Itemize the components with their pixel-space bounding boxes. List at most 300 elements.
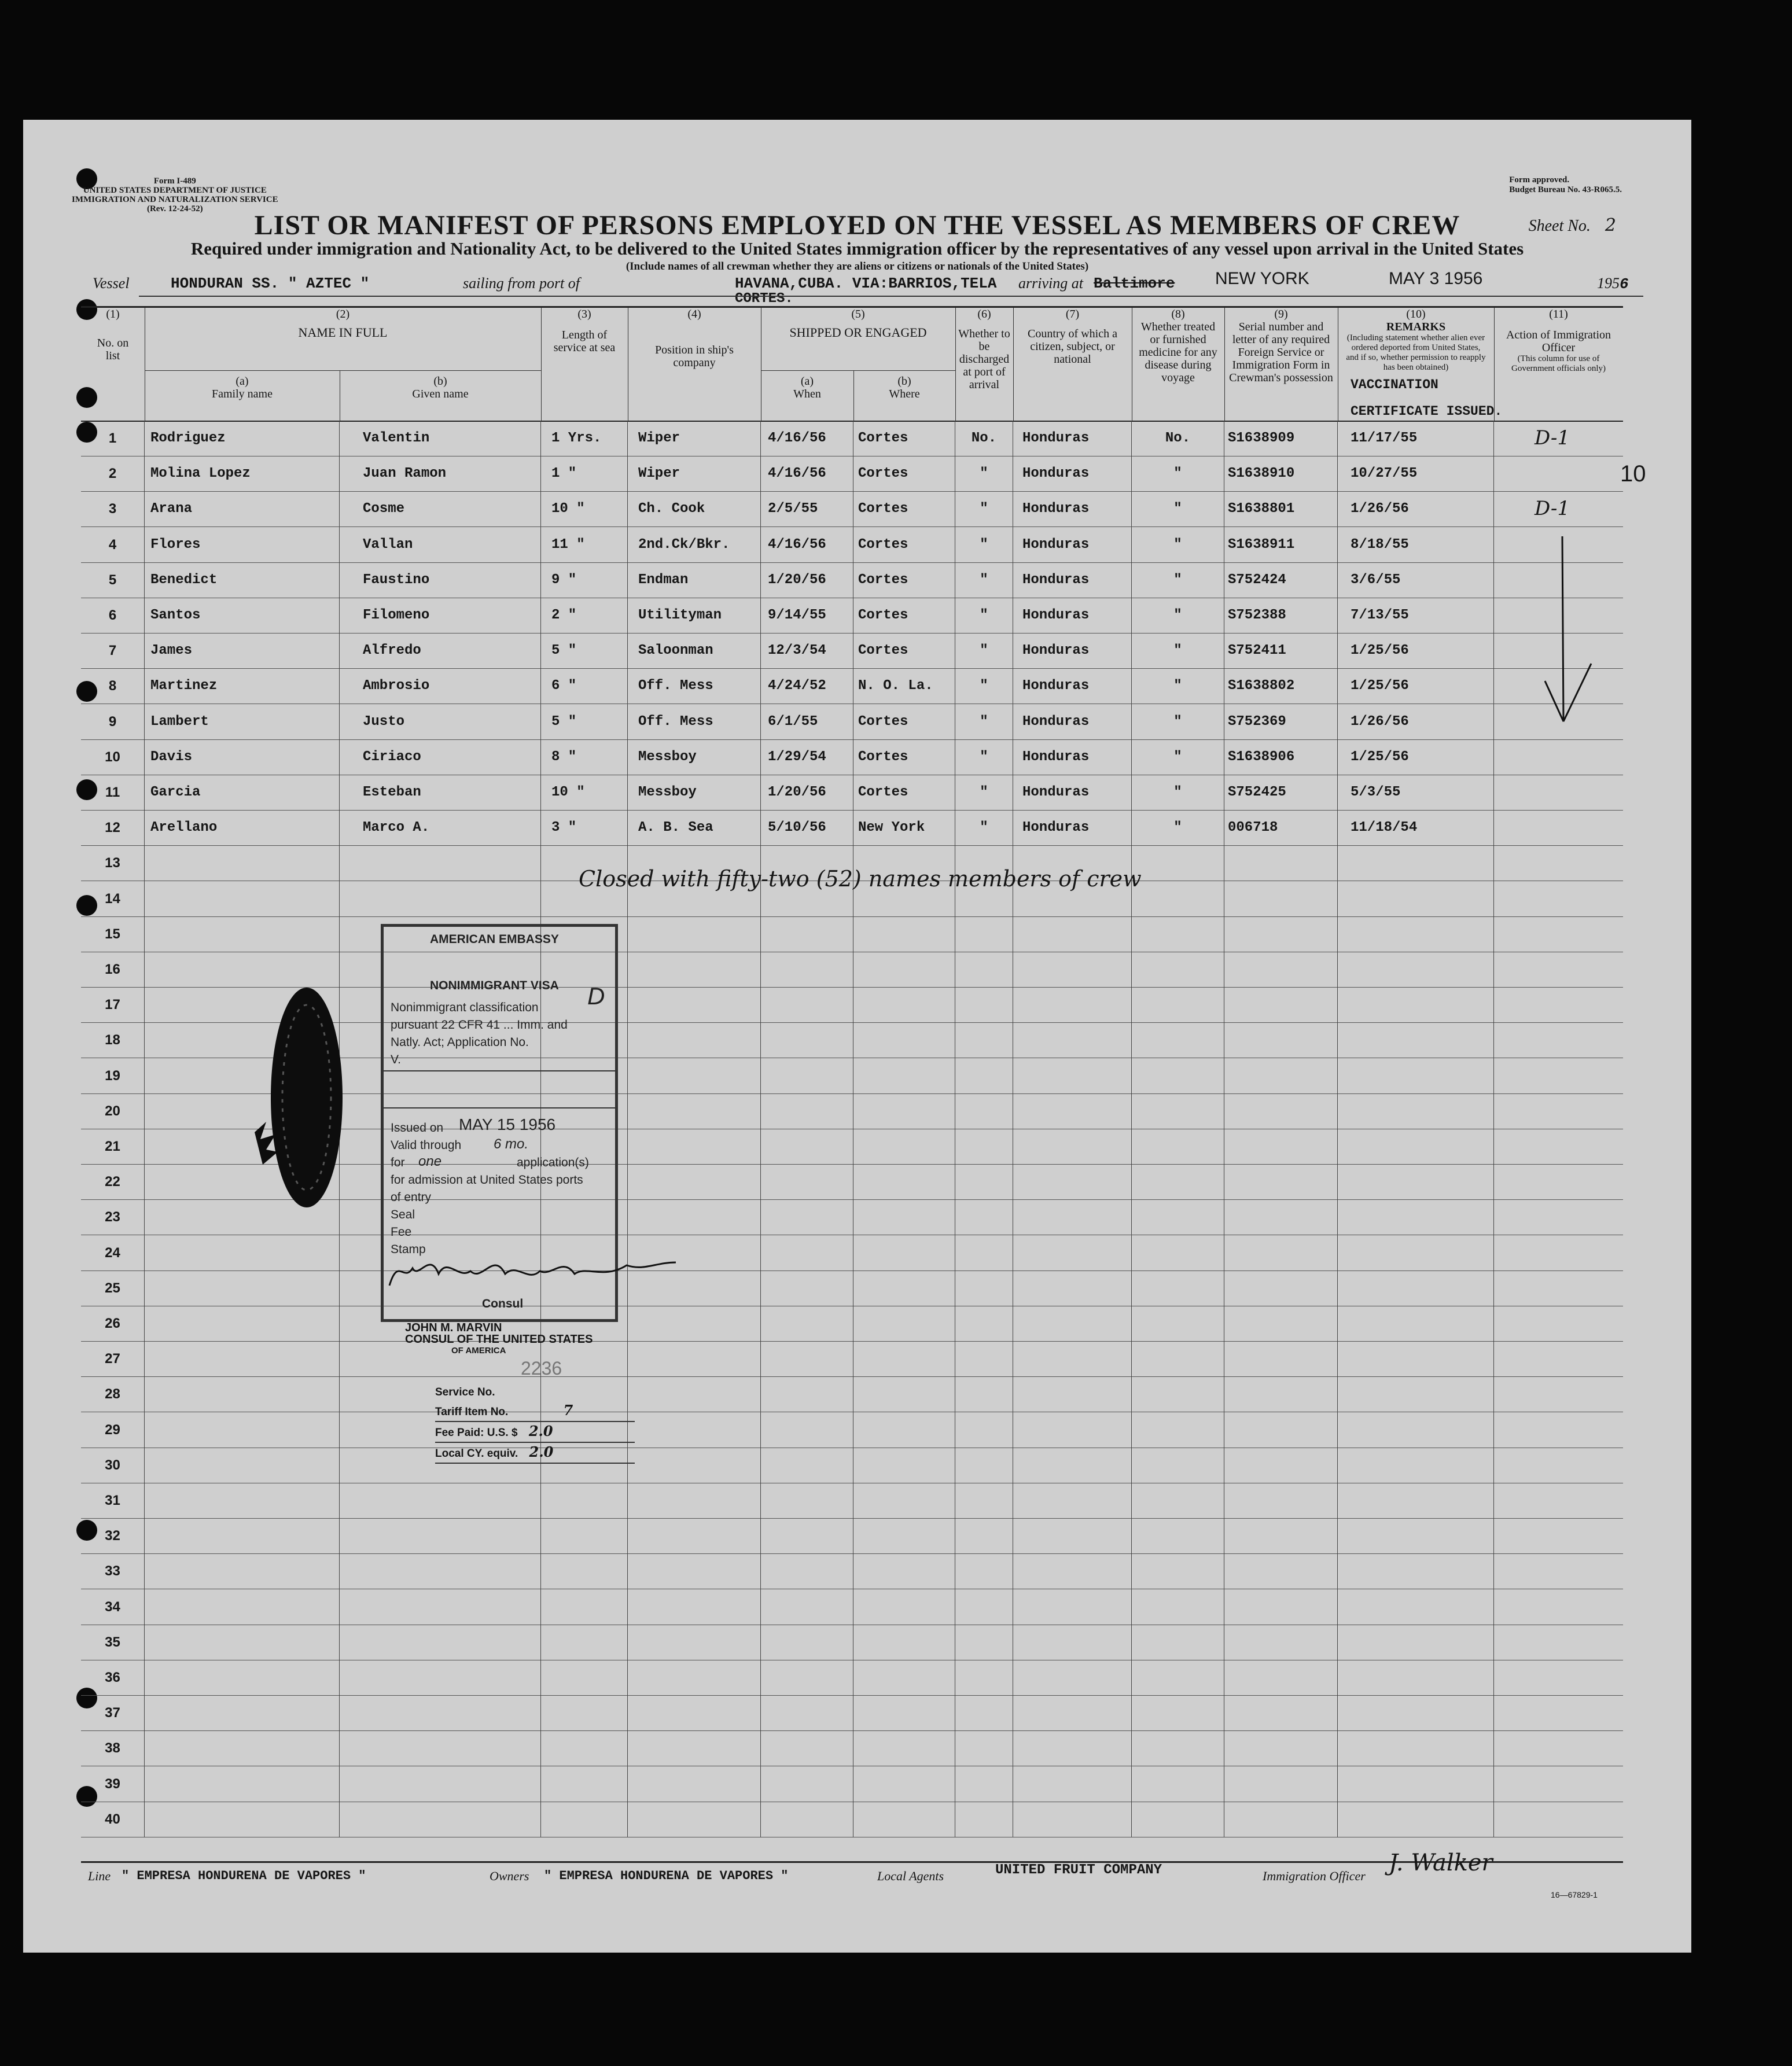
- manifest-sheet: [23, 120, 1691, 1953]
- stamp-issued-label: Issued on: [391, 1121, 444, 1135]
- table-header: [81, 306, 1623, 422]
- cell-family: [145, 1448, 340, 1483]
- consul-block: [405, 1322, 593, 1357]
- cell-service: 5 ": [541, 633, 628, 668]
- cell-treated: [1132, 1199, 1224, 1235]
- col-title: Serial number and letter of any required Foreign Service or Immigration Form in Crewman's possession: [1229, 321, 1333, 384]
- cell-remarks: 1/25/56: [1338, 739, 1494, 775]
- cell-country: [1013, 952, 1132, 987]
- table-row: [81, 704, 1623, 740]
- cell-remarks: [1338, 1199, 1494, 1235]
- cell-action: [1494, 916, 1623, 952]
- cell-treated: [1132, 881, 1224, 916]
- cell-no: 3: [81, 491, 145, 526]
- cell-action: [1494, 1448, 1623, 1483]
- cell-service: 1 Yrs.: [541, 421, 628, 456]
- cell-remarks: [1338, 1164, 1494, 1199]
- cell-no: 15: [81, 916, 145, 952]
- cell-country: [1013, 1235, 1132, 1270]
- cell-position: [628, 1766, 761, 1802]
- stamp-for-label: for: [391, 1156, 405, 1169]
- cell-action: [1494, 1802, 1623, 1837]
- cell-country: [1013, 916, 1132, 952]
- cell-discharged: [955, 1306, 1013, 1341]
- stamp-classification-value: D: [587, 982, 605, 1010]
- cell-when: [761, 1625, 853, 1660]
- cell-remarks: 1/26/56: [1338, 704, 1494, 739]
- cell-given: [340, 881, 541, 916]
- cell-given: Ambrosio: [340, 668, 541, 704]
- officer-label: Immigration Officer: [1263, 1869, 1366, 1883]
- cell-where: [853, 1306, 955, 1341]
- budget-approval: [1509, 175, 1622, 195]
- col-number: (3): [577, 308, 591, 321]
- cell-when: [761, 1483, 853, 1518]
- line-value: " EMPRESA HONDURENA DE VAPORES ": [122, 1869, 366, 1883]
- cell-when: [761, 916, 853, 952]
- cell-no: 8: [81, 668, 145, 704]
- cell-action: D-1: [1535, 497, 1570, 521]
- cell-position: Wiper: [628, 421, 761, 456]
- cell-when: 5/10/56: [761, 810, 853, 845]
- cell-family: [145, 1695, 340, 1730]
- stamp-visa-type: NONIMMIGRANT VISA: [430, 979, 559, 992]
- cell-discharged: [955, 1483, 1013, 1518]
- cell-family: [145, 1802, 340, 1837]
- col-number: (4): [687, 308, 701, 321]
- stamp-seal: Seal: [391, 1208, 415, 1221]
- cell-service: [541, 1660, 628, 1695]
- cell-no: 28: [81, 1376, 145, 1412]
- cell-discharged: [955, 1695, 1013, 1730]
- cell-position: [628, 1341, 761, 1376]
- cell-no: 40: [81, 1802, 145, 1837]
- cell-when: [761, 952, 853, 987]
- vessel-label: Vessel: [93, 275, 130, 292]
- table-row: [81, 1660, 1623, 1696]
- cell-discharged: [955, 952, 1013, 987]
- cell-given: [340, 1589, 541, 1625]
- cell-discharged: [955, 1129, 1013, 1164]
- cell-position: [628, 1553, 761, 1589]
- cell-position: [628, 1802, 761, 1837]
- cell-country: [1013, 1270, 1132, 1306]
- cell-country: [1013, 1093, 1132, 1129]
- cell-country: [1013, 1802, 1132, 1837]
- cell-position: [628, 1199, 761, 1235]
- cell-treated: [1132, 1022, 1224, 1058]
- cell-family: [145, 1483, 340, 1518]
- cell-discharged: [955, 1093, 1013, 1129]
- col-number: (6): [977, 308, 991, 321]
- cell-no: 13: [81, 845, 145, 881]
- col-10-header: [1338, 308, 1503, 421]
- cell-no: 26: [81, 1306, 145, 1341]
- cell-family: [145, 1660, 340, 1695]
- cell-no: 14: [81, 881, 145, 916]
- cell-no: 25: [81, 1270, 145, 1306]
- cell-action: [1494, 1199, 1623, 1235]
- cell-service: 9 ": [541, 562, 628, 598]
- cell-treated: [1132, 1802, 1224, 1837]
- tariff-label: Tariff Item No.: [435, 1406, 509, 1418]
- cell-treated: ": [1132, 527, 1224, 562]
- cell-remarks: 7/13/55: [1338, 598, 1494, 633]
- cell-no: 22: [81, 1164, 145, 1199]
- fee-block: [435, 1383, 635, 1464]
- cell-no: 31: [81, 1483, 145, 1518]
- cell-position: Utilityman: [628, 598, 761, 633]
- cell-family: Arana: [145, 491, 340, 526]
- table-row: [81, 1270, 1623, 1306]
- cell-position: [628, 1376, 761, 1412]
- cell-treated: No.: [1132, 421, 1224, 456]
- cell-where: [853, 1235, 955, 1270]
- cell-no: 33: [81, 1553, 145, 1589]
- cell-serial: [1224, 952, 1338, 987]
- port-value-2: CORTES.: [735, 291, 793, 307]
- cell-service: 8 ": [541, 739, 628, 775]
- cell-action: [1494, 810, 1623, 845]
- cell-discharged: [955, 1660, 1013, 1695]
- cell-remarks: [1338, 916, 1494, 952]
- cell-remarks: [1338, 987, 1494, 1022]
- print-code: 16—67829-1: [1551, 1890, 1598, 1899]
- cell-treated: ": [1132, 491, 1224, 526]
- cell-serial: [1224, 1376, 1338, 1412]
- cell-treated: ": [1132, 704, 1224, 739]
- sheet-label: Sheet No.: [1528, 217, 1591, 235]
- cell-when: [761, 1448, 853, 1483]
- cell-when: 2/5/55: [761, 491, 853, 526]
- cell-given: Marco A.: [340, 810, 541, 845]
- cell-given: [340, 1625, 541, 1660]
- cell-where: Cortes: [853, 456, 955, 491]
- cell-discharged: [955, 1058, 1013, 1093]
- cell-where: Cortes: [853, 491, 955, 526]
- consul-name: JOHN M. MARVIN: [405, 1321, 502, 1334]
- cell-country: [1013, 1164, 1132, 1199]
- table-row: [81, 1448, 1623, 1483]
- stamp-classification: Nonimmigrant classification: [391, 1001, 539, 1014]
- cell-serial: [1224, 1199, 1338, 1235]
- cell-where: [853, 1093, 955, 1129]
- cell-position: 2nd.Ck/Bkr.: [628, 527, 761, 562]
- table-row: [81, 775, 1623, 811]
- cell-country: [1013, 1730, 1132, 1766]
- table-row: [81, 1730, 1623, 1766]
- cell-where: [853, 1412, 955, 1448]
- cell-no: 2: [81, 456, 145, 491]
- cell-position: [628, 1625, 761, 1660]
- col-number: (1): [106, 308, 120, 321]
- cell-service: [541, 1766, 628, 1802]
- fee-label: Fee Paid: U.S. $: [435, 1427, 518, 1439]
- cell-given: Vallan: [340, 527, 541, 562]
- cell-treated: ": [1132, 810, 1224, 845]
- cell-position: Ch. Cook: [628, 491, 761, 526]
- cell-discharged: No.: [955, 421, 1013, 456]
- cell-position: [628, 1164, 761, 1199]
- cell-serial: [1224, 1766, 1338, 1802]
- cell-family: [145, 1306, 340, 1341]
- cell-treated: [1132, 1483, 1224, 1518]
- cell-service: 2 ": [541, 598, 628, 633]
- cell-action: [1494, 952, 1623, 987]
- budget-number: Budget Bureau No. 43-R065.5.: [1509, 185, 1622, 194]
- cell-serial: S1638910: [1224, 456, 1338, 491]
- cell-no: 30: [81, 1448, 145, 1483]
- sheet-number: [1529, 215, 1616, 235]
- cell-where: Cortes: [853, 562, 955, 598]
- cell-given: [340, 1660, 541, 1695]
- cell-where: [853, 1058, 955, 1093]
- table-row: [81, 1589, 1623, 1625]
- cell-action: [1494, 1058, 1623, 1093]
- cell-family: Martinez: [145, 668, 340, 704]
- stamp-admission: for admission at United States ports: [391, 1173, 583, 1187]
- stamp-fee: Fee: [391, 1225, 412, 1239]
- cell-serial: [1224, 1518, 1338, 1553]
- cell-family: Lambert: [145, 704, 340, 739]
- cell-serial: S1638906: [1224, 739, 1338, 775]
- col-number: (8): [1171, 308, 1185, 321]
- cell-country: Honduras: [1013, 668, 1132, 704]
- cell-position: Off. Mess: [628, 668, 761, 704]
- table-row: [81, 1518, 1623, 1554]
- cell-given: [340, 1518, 541, 1553]
- cell-when: [761, 1093, 853, 1129]
- cell-serial: S752424: [1224, 562, 1338, 598]
- cell-treated: ": [1132, 598, 1224, 633]
- cell-family: [145, 1341, 340, 1376]
- cell-discharged: [955, 1766, 1013, 1802]
- cell-remarks: [1338, 1483, 1494, 1518]
- cell-treated: [1132, 845, 1224, 881]
- cell-when: [761, 1802, 853, 1837]
- cell-country: [1013, 1199, 1132, 1235]
- cell-serial: S1638801: [1224, 491, 1338, 526]
- cell-discharged: ": [955, 527, 1013, 562]
- cell-given: [340, 1695, 541, 1730]
- cell-country: Honduras: [1013, 739, 1132, 775]
- sub-title: Given name: [412, 388, 469, 400]
- cell-remarks: 11/17/55: [1338, 421, 1494, 456]
- cell-when: [761, 1730, 853, 1766]
- cell-discharged: [955, 1235, 1013, 1270]
- cell-remarks: 3/6/55: [1338, 562, 1494, 598]
- cell-action: [1494, 1306, 1623, 1341]
- cell-discharged: ": [955, 633, 1013, 668]
- cell-no: 16: [81, 952, 145, 987]
- cell-remarks: [1338, 1518, 1494, 1553]
- cell-when: 1/20/56: [761, 775, 853, 810]
- cell-service: 10 ": [541, 775, 628, 810]
- cell-where: [853, 1766, 955, 1802]
- cell-action: [1494, 1660, 1623, 1695]
- cell-where: Cortes: [853, 775, 955, 810]
- cell-serial: [1224, 1058, 1338, 1093]
- cell-serial: [1224, 1730, 1338, 1766]
- cell-no: 19: [81, 1058, 145, 1093]
- consul-title: CONSUL OF THE UNITED STATES: [405, 1333, 593, 1346]
- cell-remarks: 1/25/56: [1338, 633, 1494, 668]
- col-5a-header: [761, 370, 854, 421]
- cell-position: [628, 1589, 761, 1625]
- cell-country: Honduras: [1013, 421, 1132, 456]
- cell-remarks: [1338, 1306, 1494, 1341]
- line-label: Line: [88, 1869, 111, 1883]
- cell-position: [628, 1448, 761, 1483]
- cell-given: Esteban: [340, 775, 541, 810]
- cell-where: Cortes: [853, 633, 955, 668]
- cell-treated: [1132, 1270, 1224, 1306]
- col-number: (2): [336, 308, 350, 321]
- col-title: Action of Immigration Officer: [1506, 329, 1611, 354]
- sub-label: (a): [800, 375, 814, 388]
- cell-discharged: ": [955, 598, 1013, 633]
- arrival-date: MAY 3 1956: [1389, 269, 1483, 288]
- cell-serial: [1224, 1129, 1338, 1164]
- cell-serial: [1224, 1695, 1338, 1730]
- cell-discharged: ": [955, 491, 1013, 526]
- cell-discharged: [955, 1625, 1013, 1660]
- cell-discharged: [955, 987, 1013, 1022]
- cell-service: 3 ": [541, 810, 628, 845]
- col-title: Whether to be discharged at port of arrival: [958, 327, 1010, 391]
- cell-where: [853, 1341, 955, 1376]
- cell-action: [1494, 1412, 1623, 1448]
- cell-no: 36: [81, 1660, 145, 1695]
- cell-serial: S752388: [1224, 598, 1338, 633]
- sub-title: Where: [889, 388, 920, 400]
- cell-service: [541, 1589, 628, 1625]
- cell-where: [853, 916, 955, 952]
- col-number: (7): [1065, 308, 1080, 321]
- service-name: IMMIGRATION AND NATURALIZATION SERVICE: [72, 195, 278, 204]
- sub-title: Family name: [212, 388, 273, 400]
- cell-treated: [1132, 1766, 1224, 1802]
- col-number: (10): [1406, 308, 1426, 321]
- cell-when: 1/29/54: [761, 739, 853, 775]
- cell-family: [145, 1730, 340, 1766]
- corner-number: 10: [1620, 461, 1646, 487]
- cell-service: [541, 1730, 628, 1766]
- cell-where: [853, 1553, 955, 1589]
- cell-country: [1013, 1766, 1132, 1802]
- cell-action: [1494, 1341, 1623, 1376]
- cell-action: [1494, 845, 1623, 881]
- cell-family: [145, 1270, 340, 1306]
- cell-family: [145, 1518, 340, 1553]
- cell-when: [761, 1589, 853, 1625]
- cell-discharged: [955, 1802, 1013, 1837]
- cell-treated: [1132, 1660, 1224, 1695]
- cell-given: Justo: [340, 704, 541, 739]
- cell-discharged: [955, 1518, 1013, 1553]
- col-title: Length of service at sea: [553, 329, 616, 354]
- cell-service: [541, 1625, 628, 1660]
- cell-family: [145, 1376, 340, 1412]
- cell-no: 24: [81, 1235, 145, 1270]
- cell-position: Off. Mess: [628, 704, 761, 739]
- divider: [384, 1107, 615, 1109]
- cell-position: [628, 1483, 761, 1518]
- check-arrow-icon: [1528, 531, 1597, 762]
- cell-no: 39: [81, 1766, 145, 1802]
- cell-where: Cortes: [853, 421, 955, 456]
- cell-discharged: ": [955, 739, 1013, 775]
- cell-serial: [1224, 1270, 1338, 1306]
- cell-discharged: [955, 1341, 1013, 1376]
- cell-remarks: [1338, 1660, 1494, 1695]
- cell-action: [1494, 775, 1623, 810]
- arriving-port: NEW YORK: [1215, 269, 1309, 288]
- cell-no: 23: [81, 1199, 145, 1235]
- col-5-header: [761, 308, 956, 421]
- cell-country: Honduras: [1013, 775, 1132, 810]
- cell-given: Filomeno: [340, 598, 541, 633]
- cell-where: Cortes: [853, 598, 955, 633]
- cell-treated: [1132, 1129, 1224, 1164]
- cell-country: [1013, 1412, 1132, 1448]
- table-row: [81, 1695, 1623, 1731]
- cell-no: 29: [81, 1412, 145, 1448]
- cell-serial: [1224, 1412, 1338, 1448]
- cell-serial: [1224, 1022, 1338, 1058]
- sub-title: When: [793, 388, 821, 400]
- cell-no: 4: [81, 527, 145, 562]
- stamp-admission-2: of entry: [391, 1191, 432, 1204]
- cell-no: 37: [81, 1695, 145, 1730]
- cell-given: Valentin: [340, 421, 541, 456]
- cell-treated: [1132, 1625, 1224, 1660]
- cell-treated: [1132, 1448, 1224, 1483]
- cell-action: D-1: [1535, 426, 1570, 450]
- cell-no: 34: [81, 1589, 145, 1625]
- stamp-stamp: Stamp: [391, 1243, 426, 1256]
- cell-action: [1494, 1553, 1623, 1589]
- cell-when: [761, 1306, 853, 1341]
- cell-no: 35: [81, 1625, 145, 1660]
- cell-treated: [1132, 1093, 1224, 1129]
- table-row: [81, 1802, 1623, 1837]
- cell-no: 18: [81, 1022, 145, 1058]
- col-title: Position in ship's company: [655, 344, 734, 369]
- cell-position: [628, 1695, 761, 1730]
- cell-no: 7: [81, 633, 145, 668]
- cell-discharged: [955, 1270, 1013, 1306]
- cell-remarks: 8/18/55: [1338, 527, 1494, 562]
- cell-treated: ": [1132, 775, 1224, 810]
- cell-no: 20: [81, 1093, 145, 1129]
- year-label: 195: [1597, 275, 1620, 292]
- remarks-heading: VACCINATION: [1351, 377, 1438, 392]
- cell-action: [1494, 1730, 1623, 1766]
- cell-serial: S752411: [1224, 633, 1338, 668]
- cell-serial: S1638909: [1224, 421, 1338, 456]
- cell-where: [853, 952, 955, 987]
- cell-position: A. B. Sea: [628, 810, 761, 845]
- cell-discharged: ": [955, 562, 1013, 598]
- cell-given: [340, 1483, 541, 1518]
- cell-country: Honduras: [1013, 704, 1132, 739]
- cell-service: [541, 1802, 628, 1837]
- cell-country: Honduras: [1013, 598, 1132, 633]
- cell-where: New York: [853, 810, 955, 845]
- cell-position: [628, 1129, 761, 1164]
- cell-discharged: [955, 916, 1013, 952]
